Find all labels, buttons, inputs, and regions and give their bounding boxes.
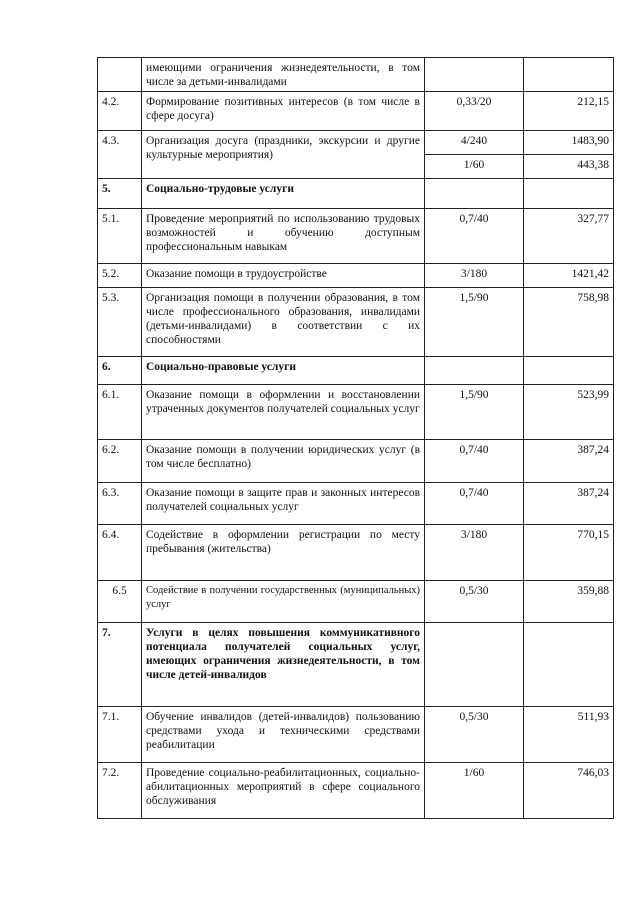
service-price: 511,93 — [524, 707, 614, 763]
service-price: 770,15 — [524, 525, 614, 581]
service-name: Оказание помощи в оформлении и восстановлении утраченных документов получателей социальных услуг — [142, 385, 425, 440]
service-price: 1483,90 — [524, 131, 614, 155]
table-row — [98, 440, 614, 483]
service-norm: 0,5/30 — [425, 581, 524, 623]
service-norm: 3/180 — [425, 525, 524, 581]
service-price — [524, 357, 614, 385]
row-number: 7.1. — [98, 707, 142, 763]
row-number: 5.3. — [98, 288, 142, 357]
service-norm: 0,5/30 — [425, 707, 524, 763]
table-row — [98, 58, 614, 92]
service-norm: 4/240 — [425, 131, 524, 155]
row-number: 7.2. — [98, 763, 142, 819]
table-row — [98, 131, 614, 155]
row-number: 6.4. — [98, 525, 142, 581]
service-norm: 0,7/40 — [425, 483, 524, 525]
table-row — [98, 92, 614, 131]
service-norm-alt: 1/60 — [425, 155, 524, 179]
row-number: 5.2. — [98, 264, 142, 288]
service-norm — [425, 179, 524, 209]
service-norm: 1/60 — [425, 763, 524, 819]
row-number — [98, 58, 142, 92]
table-row — [98, 763, 614, 819]
service-norm: 1,5/90 — [425, 385, 524, 440]
service-name: Формирование позитивных интересов (в том числе в сфере досуга) — [142, 92, 425, 131]
service-price — [524, 58, 614, 92]
table-row — [98, 707, 614, 763]
section-title: Социально-трудовые услуги — [142, 179, 425, 209]
service-name: Оказание помощи в получении юридических услуг (в том числе бесплатно) — [142, 440, 425, 483]
row-number: 5.1. — [98, 209, 142, 264]
service-price: 387,24 — [524, 440, 614, 483]
service-price: 1421,42 — [524, 264, 614, 288]
service-price: 758,98 — [524, 288, 614, 357]
row-number: 4.3. — [98, 131, 142, 179]
row-number: 6.1. — [98, 385, 142, 440]
section-row — [98, 357, 614, 385]
service-norm: 0,33/20 — [425, 92, 524, 131]
row-number: 6.2. — [98, 440, 142, 483]
section-number: 7. — [98, 623, 142, 707]
service-norm — [425, 623, 524, 707]
service-norm — [425, 357, 524, 385]
table-row — [98, 581, 614, 623]
service-name: имеющими ограничения жизнедеятельности, в том числе за детьми-инвалидами — [142, 58, 425, 92]
row-number: 4.2. — [98, 92, 142, 131]
service-price: 359,88 — [524, 581, 614, 623]
service-name: Содействие в получении государственных (муниципальных) услуг — [142, 581, 425, 623]
table-row — [98, 264, 614, 288]
service-norm: 0,7/40 — [425, 440, 524, 483]
table-row — [98, 288, 614, 357]
service-price: 523,99 — [524, 385, 614, 440]
row-number: 6.3. — [98, 483, 142, 525]
service-norm: 3/180 — [425, 264, 524, 288]
row-number: 6.5 — [98, 581, 142, 623]
service-price — [524, 179, 614, 209]
service-name: Организация досуга (праздники, экскурсии и другие культурные мероприятия) — [142, 131, 425, 179]
service-price: 746,03 — [524, 763, 614, 819]
service-name: Содействие в оформлении регистрации по месту пребывания (жительства) — [142, 525, 425, 581]
service-price: 387,24 — [524, 483, 614, 525]
service-name: Оказание помощи в трудоустройстве — [142, 264, 425, 288]
service-price: 327,77 — [524, 209, 614, 264]
service-name: Проведение мероприятий по использованию трудовых возможностей и обучению доступным профессиональным навыкам — [142, 209, 425, 264]
service-norm: 0,7/40 — [425, 209, 524, 264]
section-title: Социально-правовые услуги — [142, 357, 425, 385]
service-norm: 1,5/90 — [425, 288, 524, 357]
service-name: Обучение инвалидов (детей-инвалидов) пользованию средствами ухода и техническими средствами реабилитации — [142, 707, 425, 763]
section-row — [98, 179, 614, 209]
service-name: Оказание помощи в защите прав и законных интересов получателей социальных услуг — [142, 483, 425, 525]
service-price-alt: 443,38 — [524, 155, 614, 179]
service-name: Проведение социально-реабилитационных, социально-абилитационных мероприятий в сфере социального обслуживания — [142, 763, 425, 819]
table-row — [98, 525, 614, 581]
section-number: 5. — [98, 179, 142, 209]
service-price: 212,15 — [524, 92, 614, 131]
section-number: 6. — [98, 357, 142, 385]
table-row — [98, 483, 614, 525]
service-price — [524, 623, 614, 707]
services-table — [97, 57, 614, 819]
table-row — [98, 385, 614, 440]
section-row — [98, 623, 614, 707]
service-name: Организация помощи в получении образования, в том числе профессионального образования, инвалидами (детьми-инвалидами) в соответствии с их способностями — [142, 288, 425, 357]
table-row — [98, 209, 614, 264]
service-norm — [425, 58, 524, 92]
section-title: Услуги в целях повышения коммуникативного потенциала получателей социальных услуг, имеющих ограничения жизнедеятельности, в том числе детей-инвалидов — [142, 623, 425, 707]
